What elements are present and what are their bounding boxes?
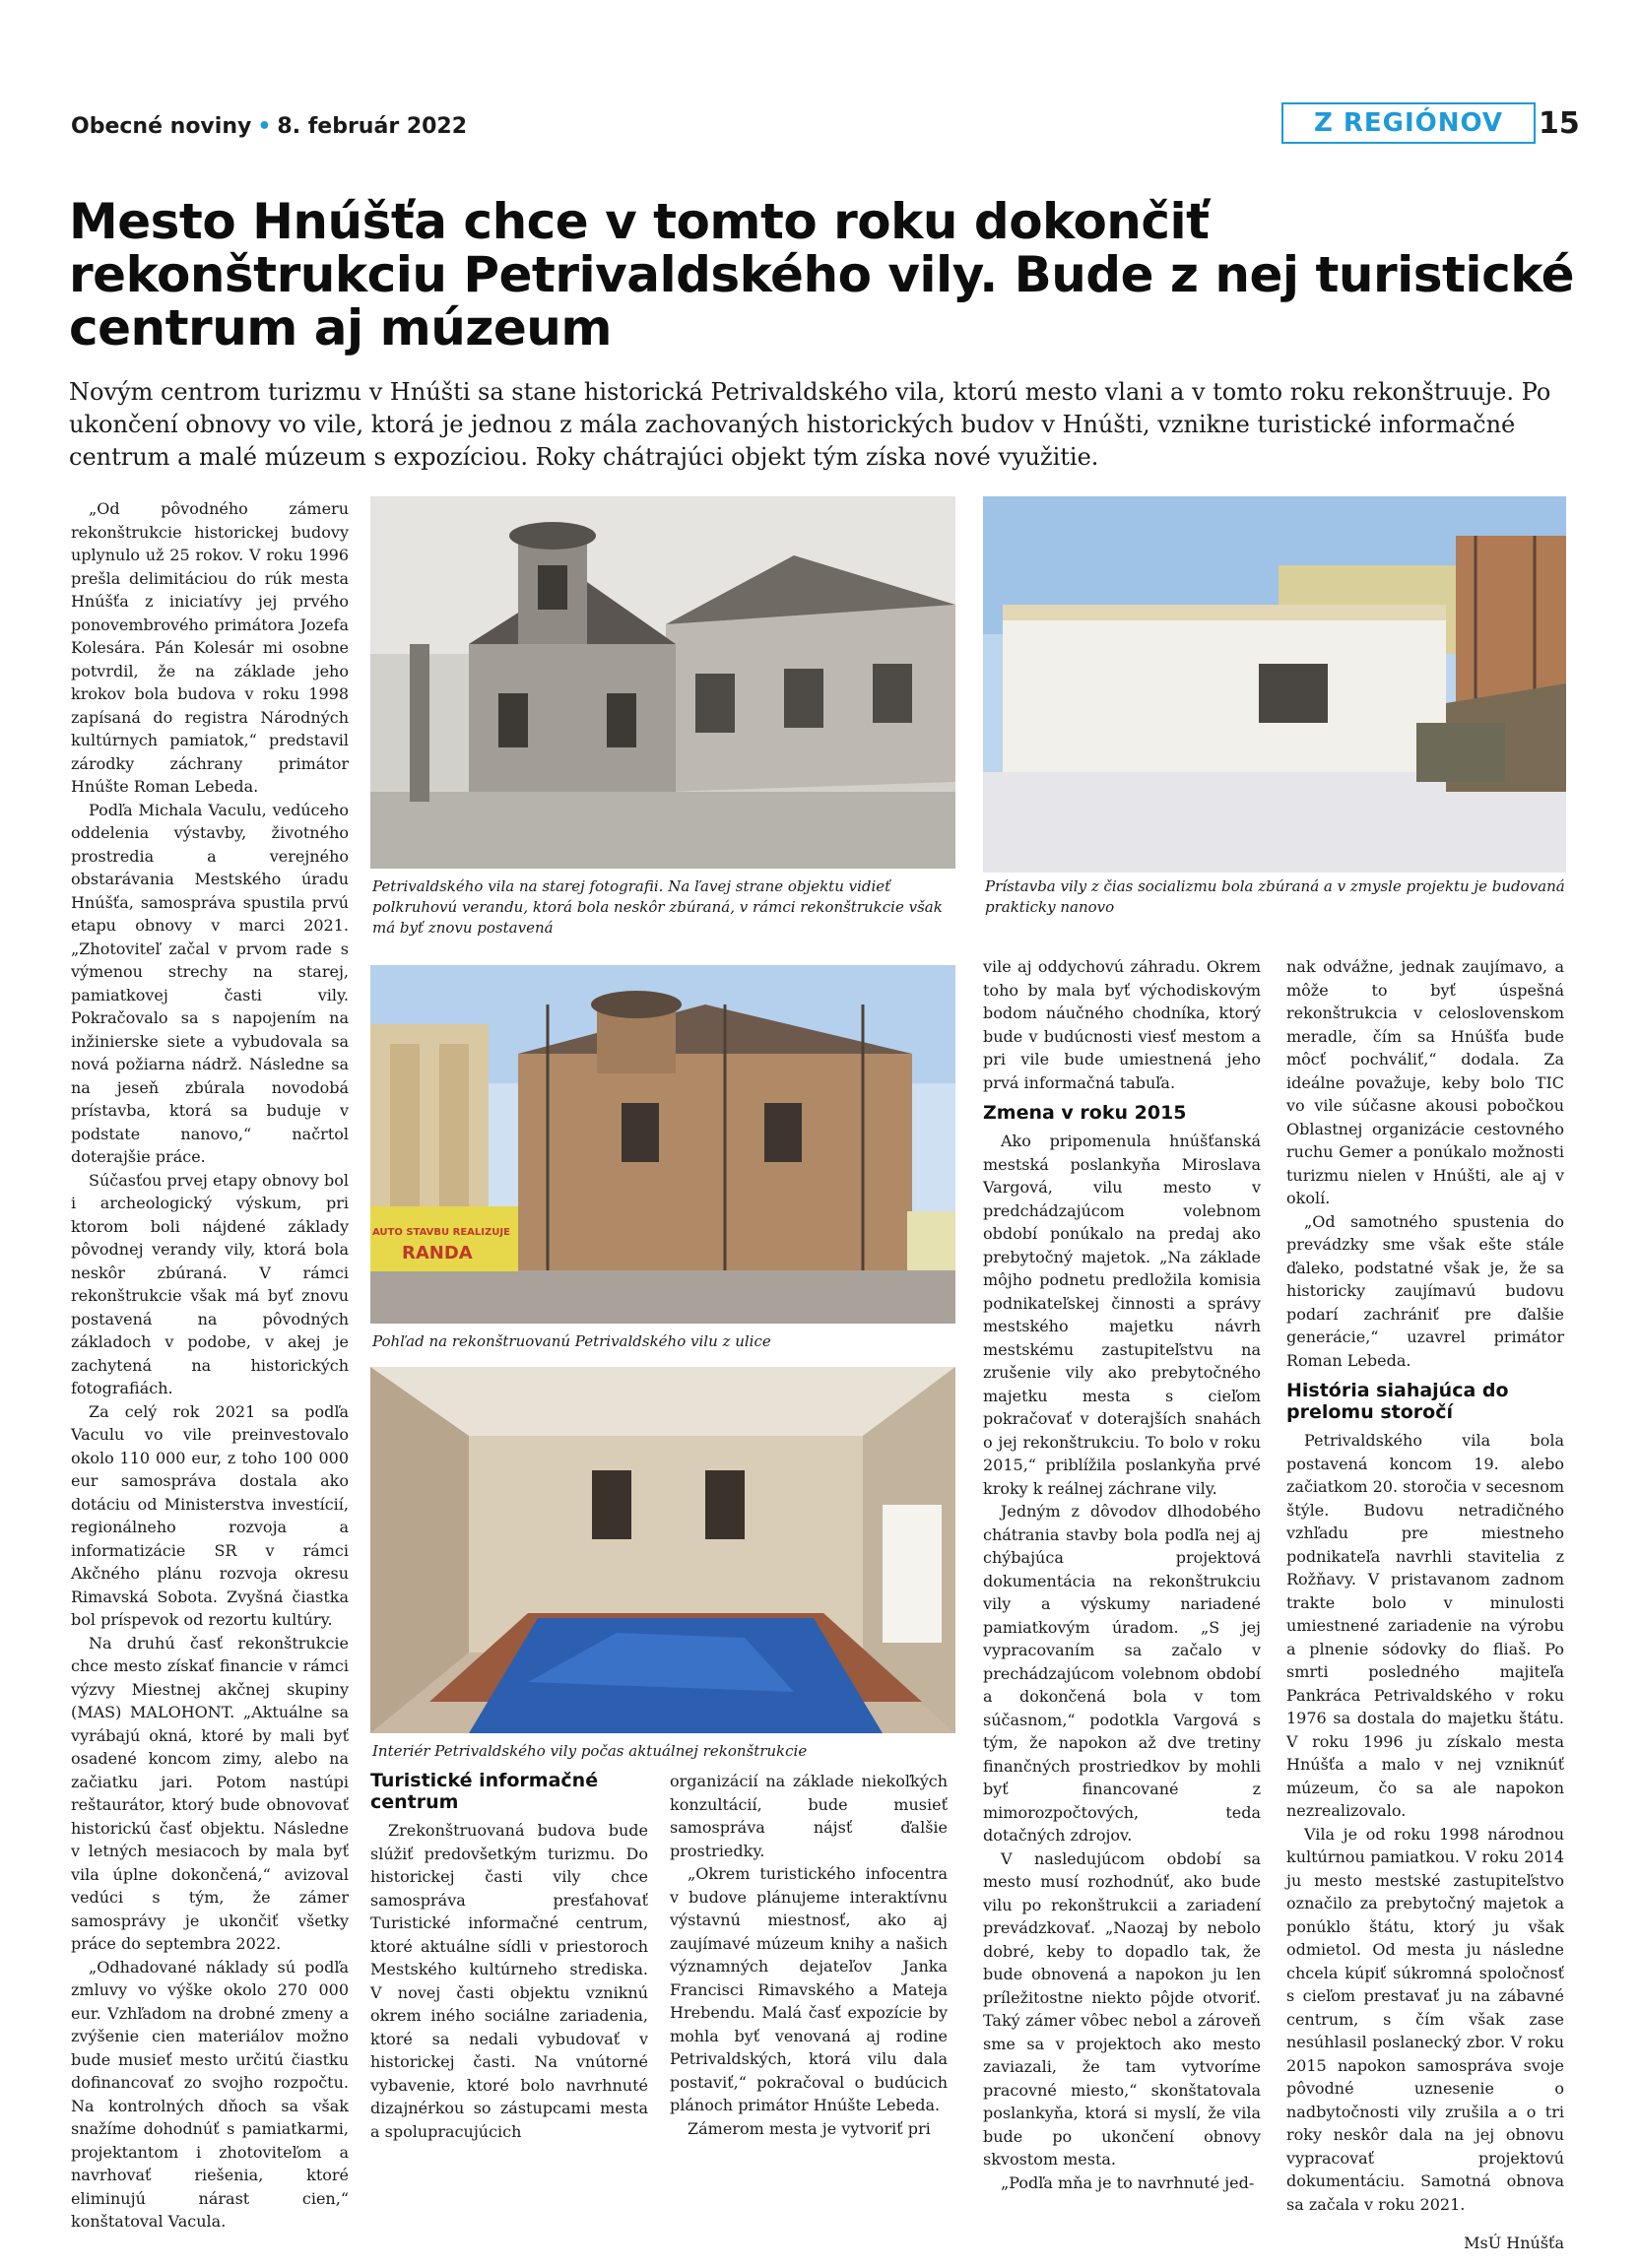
paragraph: Podľa Michala Vaculu, vedúceho oddelenia výstavby, životného prostredia a verejného obstarávania Mestského úradu Hnúšťa, samospráva spustila prvú etapu obnovy v marci 2021. „Zhotoviteľ začal v prvom rade s výmenou strechy na starej, pamiatkovej časti vily. Pokračovalo sa s napojením na inžinierske siete a vybudovala sa nová požiarna nádrž. Následne sa na jeseň zbúrala novodobá prístavba, ktorá sa buduje v podstate nanovo,“ načrtol doterajšie práce. [71, 800, 349, 1166]
subheading-history: História siahajúca do prelomu storočí [1286, 1380, 1509, 1423]
annex-construction-image [983, 496, 1566, 873]
street-view-image [370, 965, 955, 1324]
text-column-3 [670, 1770, 948, 2140]
paragraph: Zámerom mesta je vytvoriť pri [688, 2118, 931, 2138]
interior-image [370, 1367, 955, 1733]
interior-photo [370, 1367, 955, 1733]
subheading-tourist-centre: Turistické informačné centrum [370, 1770, 599, 1813]
separator-dot: • [257, 114, 272, 139]
street-view-photo [370, 965, 955, 1324]
paragraph: organizácií na základe niekoľkých konzultácií, bude musieť samospráva nájsť ďalšie prostriedky. [670, 1772, 948, 1860]
paragraph: Súčasťou prvej etapy obnovy bol i archeologický výskum, pri ktorom boli nájdené základy pôvodnej verandy vily, ktorá bola neskôr zbúraná. V rámci rekonštrukcie však má byť znovu postavená na pôvodných základoch v podobe, v akej je zachytená na historických fotografiách. [71, 1170, 349, 1397]
historic-villa-image [370, 496, 955, 869]
article-signature: MsÚ Hnúšťa [1464, 2234, 1564, 2252]
subheading-change-2015: Zmena v roku 2015 [983, 1102, 1187, 1124]
historic-photo-caption: Petrivaldského vila na starej fotografii. Na ľavej strane objektu vidieť polkruhovú verandu, ktorá bola neskôr zbúraná, v rámci rekonštrukcie však má byť znovu postavená [372, 877, 943, 937]
construction-sign-brand: RANDA [402, 1243, 473, 1264]
text-column-2 [370, 1770, 648, 2143]
section-label: Z REGIÓNOV [1281, 102, 1536, 144]
page-header [59, 106, 1581, 146]
paragraph: nak odvážne, jednak zaujímavo, a môže to byť úspešná rekonštrukcia v celoslovenskom meradle, čím sa Hnúšťa bude môcť pochváliť,“ dodala. Za ideálne považuje, keby bolo TIC vo vile súčasne akousi pobočkou Oblastnej organizácie cestovného ruchu Gemer a ponúkalo možnosti turizmu nielen v Hnúšti, ale aj v okolí. [1286, 957, 1564, 1207]
historic-villa-photo [370, 496, 955, 869]
paragraph: Ako pripomenula hnúšťanská mestská poslankyňa Miroslava Vargová, vilu mesto v predchádzajúcom volebnom období ponúkalo na predaj ako prebytočný majetok. „Na základe môjho podnetu predložila komisia podnikateľskej činnosti a správy mestského majetku návrh mestskému zastupiteľstvu na zrušenie vily ako prebytočného majetku mesta s cieľom pokračovať v doterajších snahách o jej rekonštrukciu. To bolo v roku 2015,“ priblížila poslankyňa prvé kroky k reálnej záchrane vily. [983, 1132, 1261, 1498]
text-column-5 [1286, 955, 1564, 2255]
paragraph: Zrekonštruovaná budova bude slúžiť predovšetkým turizmu. Do historickej časti vily chce samospráva presťahovať Turistické informačné centrum, ktoré aktuálne sídli v priestoroch Mestského kultúrneho strediska. V novej časti objektu vzniknú okrem iného sociálne zariadenia, ktoré sa nedali vybudovať v historickej časti. Na vnútorné vybavenie, ktoré bolo navrhnuté dizajnérkou so zástupcami mesta a spolupracujúcich [370, 1821, 648, 2141]
publication-line [71, 114, 467, 139]
paragraph: Za celý rok 2021 sa podľa Vaculu vo vile preinvestovalo okolo 110 000 eur, z toho 100 000 eur samospráva dostala ako dotáciu od Ministerstva investícií, regionálneho rozvoja a informatizácie SR v rámci Akčného plánu rozvoja okresu Rimavská Sobota. Zvyšná čiastka bol príspevok od rezortu kultúry. [71, 1401, 349, 1629]
paragraph: V nasledujúcom období sa mesto musí rozhodnúť, ako bude vilu po rekonštrukcii a zariadení prevádzkovať. „Naozaj by nebolo dobré, keby to dopadlo tak, že bude obnovená a napokon ju len príležitostne niekto pôjde otvoriť. Taký zámer vôbec nebol a zároveň sme sa v projektoch ako mesto zaviazali, že tam vytvoríme pracovné miesto,“ skonštatovala poslankyňa, ktorá si myslí, že vila bude po ukončení obnovy skvostom mesta. [983, 1848, 1261, 2169]
annex-photo-caption: Prístavba vily z čias socializmu bola zbúraná a v zmysle projektu je budovaná prakticky nanovo [985, 877, 1565, 916]
page-number: 15 [1539, 106, 1580, 141]
paragraph: vile aj oddychovú záhradu. Okrem toho by mala byť východiskovým bodom náučného chodníka, ktorý bude v budúcnosti viesť mestom a pri vile bude umiestnená jeho prvá informačná tabuľa. [983, 957, 1261, 1092]
paragraph: „Okrem turistického infocentra v budove plánujeme interaktívnu výstavnú miestnosť, ako aj zaujímavé múzeum knihy a našich významných dejateľov Janka Francisci Rimavského a Mateja Hrebendu. Malá časť expozície by mohla byť venovaná aj rodine Petrivaldských, ktorá vilu dala postaviť,“ pokračoval o budúcich plánoch primátor Hnúšte Lebeda. [670, 1864, 948, 2114]
paragraph: Vila je od roku 1998 národnou kultúrnou pamiatkou. V roku 2014 ju mesto mestské zastupiteľstvo označilo za prebytočný majetok a ponúklo štátu, ktorý ju však odmietol. Od mesta ju následne chcela kúpiť súkromná spoločnosť s cieľom prestavať ju na zábavné centrum, s čím však zase nesúhlasil poslanecký zbor. V roku 2015 napokon samospráva svoje pôvodné uznesenie o nadbytočnosti vily zrušila a o tri roky neskôr dala na jej obnovu vypracovať projektovú dokumentáciu. Samotná obnova sa začala v roku 2021. [1286, 1824, 1564, 2214]
paragraph: „Podľa mňa je to navrhnuté jed- [1001, 2172, 1255, 2192]
paragraph: Na druhú časť rekonštrukcie chce mesto získať financie v rámci výzvy Miestnej akčnej skupiny (MAS) MALOHONT. „Aktuálne sa vyrábajú okná, ktoré by mali byť osadené koncom zimy, alebo na začiatku jari. Potom nastúpi reštaurátor, ktorý bude obnovovať historickú časť objektu. Následne v letných mesiacoch by mala byť vila úplne dokončená,“ avizoval vedúci s tým, že zámer samosprávy je ukončiť všetky práce do septembra 2022. [71, 1633, 349, 1953]
street-photo-caption: Pohľad na rekonštruovanú Petrivaldského vilu z ulice [372, 1332, 771, 1350]
paragraph: „Od samotného spustenia do prevádzky sme však ešte stále ďaleko, podstatné však je, že sa historicky zaujímavú budovu podarí zachrániť pre ďalšie generácie,“ uzavrel primátor Roman Lebeda. [1286, 1211, 1564, 1370]
paragraph: Jedným z dôvodov dlhodobého chátrania stavby bola podľa nej aj chýbajúca projektová dokumentácia na rekonštrukciu vily a výskumy nariadené pamiatkovým úradom. „S jej vypracovaním sa začalo v prechádzajúcom volebnom období a dokončená bola v tom súčasnom,“ podotkla Vargová s tým, že napokon až dve tretiny finančných prostriedkov by mohli byť financované z mimorozpočtových, teda dotačných zdrojov. [983, 1502, 1261, 1845]
publication-name: Obecné noviny [71, 114, 252, 139]
text-column-4 [983, 955, 1261, 2194]
annex-construction-photo [983, 496, 1566, 873]
article-lead: Novým centrom turizmu v Hnúšti sa stane historická Petrivaldského vila, ktorú mesto vlani a v tomto roku rekonštruuje. Po ukončení obnovy vo vile, ktorá je jednou z mála zachovaných historických budov v Hnúšti, vznikne turistické informačné centrum a malé múzeum s expozíciou. Roky chátrajúci objekt tým získa nové využitie. [69, 378, 1551, 471]
paragraph: Petrivaldského vila bola postavená koncom 19. alebo začiatkom 20. storočia v secesnom štýle. Budovu netradičného vzhľadu pre miestneho podnikateľa navrhli stavitelia z Rožňavy. V pristavanom zadnom trakte bolo v minulosti umiestnené zariadenie na výrobu a plnenie sódovky do fliaš. Po smrti posledného majiteľa Pankráca Petrivaldského v roku 1976 sa dostala do majetku štátu. V roku 1996 ju získalo mesta Hnúšťa a malo v nej vzniknúť múzeum, čo sa ale napokon nezrealizovalo. [1286, 1431, 1564, 1820]
paragraph: „Odhadované náklady sú podľa zmluvy vo výške okolo 270 000 eur. Vzhľadom na drobné zmeny a zvýšenie cien materiálov možno bude musieť mesto určitú čiastku dofinancovať zo svojho rozpočtu. Na kontrolných dňoch sa však snažíme dohodnúť s pamiatkarmi, projektantom i zhotoviteľom a navrhovať riešenia, ktoré eliminujú nárast cien,“ konštatoval Vacula. [71, 1957, 349, 2231]
text-column-1 [71, 497, 349, 2234]
article-headline: Mesto Hnúšťa chce v tomto roku dokončiť rekonštrukciu Petrivaldského vily. Bude z nej turistické centrum aj múzeum [69, 193, 1575, 356]
issue-date: 8. február 2022 [277, 114, 468, 139]
interior-photo-caption: Interiér Petrivaldského vily počas aktuálnej rekonštrukcie [372, 1742, 808, 1760]
construction-sign-text: AUTO STAVBU REALIZUJE [372, 1227, 510, 1238]
paragraph: „Od pôvodného zámeru rekonštrukcie historickej budovy uplynulo už 25 rokov. V roku 1996 prešla delimitáciou do rúk mesta Hnúšťa z iniciatívy jej prvého ponovembrového primátora Jozefa Kolesára. Pán Kolesár mi osobne potvrdil, že na základe jeho krokov bola budova v roku 1998 zapísaná do registra Národných kultúrnych pamiatok,“ predstavil zárodky záchrany primátor Hnúšte Roman Lebeda. [71, 499, 349, 796]
